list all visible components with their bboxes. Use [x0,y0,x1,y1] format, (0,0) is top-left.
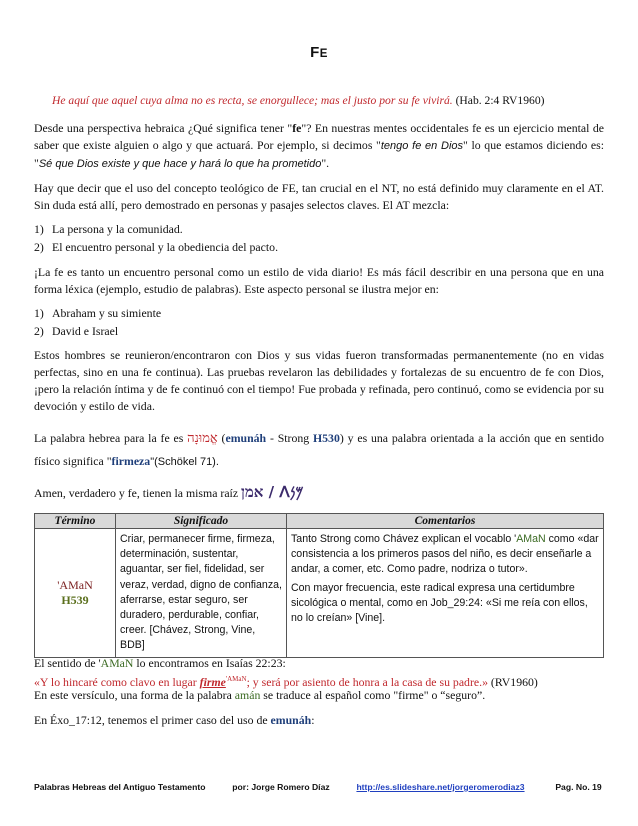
paragraph-intro [34,120,604,173]
list-item [34,323,161,341]
page-footer [34,782,604,792]
term-aman: 'AMaN [57,577,93,592]
list-num: 1) [34,306,44,320]
header-meaning: Significado [116,514,287,529]
table-header-row [35,514,604,529]
term-cell [35,529,116,658]
list-item [34,305,161,323]
comment-1-a: Tanto Strong como Chávez explican el vocablo ' [291,533,517,545]
header-comments: Comentarios [287,514,604,529]
paragraph-hebrew-word [34,427,604,473]
title-initial: F [310,44,320,61]
quote-reference: (Hab. 2:4 RV1960) [455,94,545,107]
p7-term: AMaN [100,656,134,670]
comment-1 [291,532,599,578]
p5-text-b: ( [217,431,226,445]
meaning-cell: Criar, permanecer firme, firmeza, determinación, sustentar, aguantar, ser fiel, fidelidad, ser veraz, verdad, digno de confianza, aferrarse, estar seguro, ser duradero, perdurable, confiar, creer. [Chávez, Strong, Vine, BDB] [116,529,287,658]
p1-text-b: "? En nuestras mentes occidentales fe es un ejercicio mental de saber que existe alguien o algo y que actuará. Por ejemplo, si decimos " [34,121,604,152]
list-text: Abraham y su simiente [52,306,162,320]
list-item [34,221,278,239]
p5-text-a: La palabra hebrea para la fe es [34,431,188,445]
list-item [34,239,278,257]
p1-text-c: " lo que estamos diciendo es: " [34,138,604,170]
comment-1-term: AMaN [516,533,546,545]
p1-italic-2: Sé que Dios existe y que hace y hará lo que ha prometido [38,158,322,170]
footer-url-link[interactable]: http://es.slideshare.net/jorgeromerodiaz3 [356,782,525,792]
p1-italic-1: tengo fe en Dios [380,140,464,152]
word-firmeza: firmeza [111,454,151,468]
verse-text-a: «Y lo hincaré como clavo en lugar [34,674,200,689]
paragraph-at-concept: Hay que decir que el uso del concepto teológico de FE, tan crucial en el NT, no está definido muy claramente en el AT. Sin duda está allí, pero demostrado en personas y pasajes selectos claves. El AT mezcla: [34,181,604,212]
list-examples [34,305,161,340]
p6-text: Amen, verdadero y fe, tienen la misma raíz [34,486,242,500]
p9-text-a: En este versículo, una forma de la palabra [34,688,235,702]
p1-text-a: Desde una perspectiva hebraica ¿Qué significa tener " [34,121,293,135]
verse-text-b: ; y será por asiento de honra a la casa de su padre.» [246,674,488,689]
p10-text-b: : [311,713,315,727]
list-num: 2) [34,239,44,254]
comments-cell [287,529,604,658]
term-strong-code: H539 [61,592,89,607]
paragraph-transformed: Estos hombres se reunieron/encontraron con Dios y sus vidas fueron transformadas permanentemente (no en vidas perfectas, sino en una fe continua). Las pruebas revelaron las debilidades y fortalezas de su encuentro de fe con Dios, ¡pero la relación íntima y de fe continuó con el tiempo! Fue probada y refinada, pero continuó, como se evidencia por su devoción y estilo de vida. [34,348,604,413]
hebrew-word: אֱמוּנָה [187,431,218,446]
p10-text-a: En Éxo_17:12, tenemos el primer caso del uso de [34,713,271,727]
quote-verse: He aquí que aquel cuya alma no es recta, se enorgullece; mas el justo por su fe vivirá. [52,94,453,107]
list-text: La persona y la comunidad. [52,222,183,236]
p5-text-d: ) y es una palabra orientada a la acción que en sentido físico significa " [34,431,604,468]
strong-number: H530 [312,431,340,445]
transliteration: emunáh [225,431,267,445]
epigraph-quote [52,94,612,107]
title-rest: E [319,48,328,60]
footer-author: por: Jorge Romero Díaz [232,782,330,792]
list-num: 2) [34,323,44,338]
list-num: 1) [34,222,44,236]
term-table [34,513,604,658]
p5-text-c: - Strong [266,431,313,445]
footer-book: Palabras Hebreas del Antiguo Testamento [34,782,206,792]
paragraph-root [34,484,604,502]
header-term: Término [35,514,116,529]
table-row [35,529,604,658]
p7-text-b: lo encontramos en Isaías 22:23: [133,656,286,670]
verse-sup: 'AMaN [225,675,247,683]
root-glyphs: אמן / ꓥ𐤌𐤍 [241,483,304,501]
p1-text-d: ". [321,156,330,170]
list-at-mix [34,221,278,256]
paragraph-exodo [34,712,604,729]
list-text: David e Israel [52,323,119,338]
list-text: El encuentro personal y la obediencia del pacto. [52,239,279,254]
comment-2: Con mayor frecuencia, este radical expresa una certidumbre sicológica o mental, como en Job_29:24: «Si me reía con ellos, no lo creían» [Vine]. [291,581,588,625]
word-aman: amán [234,688,261,702]
verse-ref: (RV1960) [487,674,538,689]
p7-text-a: El sentido de ' [34,656,101,670]
verse-firme: firme [199,674,226,689]
page-title [34,44,604,61]
paragraph-versiculo [34,687,604,704]
word-emunah: emunáh [270,713,312,727]
p1-fe: fe [292,121,302,135]
footer-page-number: Pag. No. 19 [555,782,602,792]
comment-1-b: como «dar consistencia a los primeros pasos del niño, es decir enseñarle a andar, a comer, etc. Como padre, nodriza o tutor». [291,533,599,576]
paragraph-personal: ¡La fe es tanto un encuentro personal como un estilo de vida diario! Es más fácil describir en una persona que en una forma léxica (ejemplo, estudio de palabras). Este aspecto personal se ilustra mejor en: [34,265,604,296]
paragraph-isaias [34,655,604,672]
p5-text-e: "(Schökel 71). [150,456,219,468]
p9-text-b: se traduce al español como "firme" o “seguro”. [260,688,486,702]
